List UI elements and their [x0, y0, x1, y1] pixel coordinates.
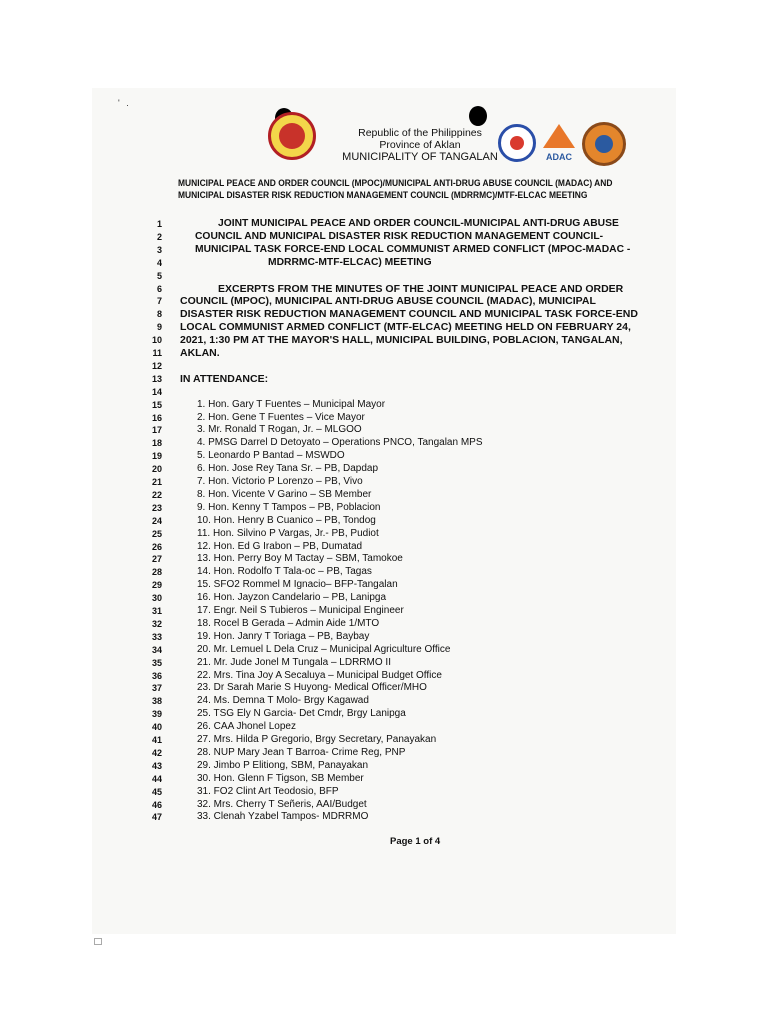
excerpt-line: LOCAL COMMUNIST ARMED CONFLICT (MTF-ELCAC) MEETING HELD ON FEBRUARY 24,	[180, 321, 631, 334]
line-number: 47	[151, 812, 162, 823]
adac-logo	[540, 124, 578, 164]
attendee-item: 23. Dr Sarah Marie S Huyong- Medical Officer/MHO	[197, 682, 427, 694]
line-number: 10	[151, 335, 162, 346]
attendee-item: 28. NUP Mary Jean T Barroa- Crime Reg, PNP	[197, 746, 406, 758]
mdrrmo-seal-logo	[582, 122, 626, 166]
page-footer: Page 1 of 4	[390, 836, 441, 847]
attendee-item: 32. Mrs. Cherry T Señeris, AAI/Budget	[197, 798, 367, 810]
line-number: 35	[151, 657, 162, 668]
line-number: 42	[151, 747, 162, 758]
line-number: 2	[156, 231, 162, 242]
adac-logo-label: ADAC	[546, 152, 572, 162]
excerpt-line: DISASTER RISK REDUCTION MANAGEMENT COUNCIL AND MUNICIPAL TASK FORCE-END	[180, 308, 638, 321]
line-number: 44	[151, 773, 162, 784]
line-number: 33	[151, 631, 162, 642]
attendance-heading: IN ATTENDANCE:	[180, 372, 269, 385]
line-number: 26	[151, 541, 162, 552]
line-number: 23	[151, 502, 162, 513]
header-province: Province of Aklan	[379, 139, 461, 151]
line-number: 22	[151, 489, 162, 500]
line-number: 46	[151, 799, 162, 810]
attendee-item: 33. Clenah Yzabel Tampos- MDRRMO	[197, 811, 369, 823]
line-number: 13	[151, 373, 162, 384]
line-number: 45	[151, 786, 162, 797]
attendee-item: 4. PMSG Darrel D Detoyato – Operations PNCO, Tangalan MPS	[197, 437, 483, 449]
attendee-item: 5. Leonardo P Bantad – MSWDO	[197, 450, 345, 462]
line-number: 18	[151, 438, 162, 449]
excerpt-line: AKLAN.	[180, 347, 220, 359]
line-number: 9	[156, 322, 162, 333]
line-number: 19	[151, 451, 162, 462]
scanner-watermark	[94, 938, 105, 945]
attendee-item: 12. Hon. Ed G Irabon – PB, Dumatad	[197, 540, 363, 552]
council-banner-line-2: MUNICIPAL DISASTER RISK REDUCTION MANAGEMENT COUNCIL (MDRRMC)/MTF-ELCAC MEETING	[178, 190, 588, 201]
document-page	[92, 88, 676, 934]
line-number: 31	[151, 606, 162, 616]
line-number: 40	[151, 722, 162, 733]
attendee-item: 7. Hon. Victorio P Lorenzo – PB, Vivo	[197, 476, 363, 487]
attendee-item: 1. Hon. Gary T Fuentes – Municipal Mayor	[197, 398, 386, 410]
scan-artifact: ' .	[118, 98, 131, 108]
attendee-item: 29. Jimbo P Elitiong, SBM, Panayakan	[197, 759, 369, 771]
line-number: 3	[156, 244, 162, 255]
attendee-item: 27. Mrs. Hilda P Gregorio, Brgy Secretary, Panayakan	[197, 734, 437, 745]
attendee-item: 26. CAA Jhonel Lopez	[197, 721, 296, 733]
line-number: 32	[151, 618, 162, 629]
excerpt-line: EXCERPTS FROM THE MINUTES OF THE JOINT MUNICIPAL PEACE AND ORDER	[218, 282, 624, 295]
line-number: 39	[151, 709, 162, 720]
line-number: 1	[156, 219, 162, 229]
line-number: 20	[151, 464, 162, 475]
attendee-item: 21. Mr. Jude Jonel M Tungala – LDRRMO II	[197, 656, 391, 668]
attendee-item: 22. Mrs. Tina Joy A Secaluya – Municipal Budget Office	[197, 669, 442, 681]
line-number: 29	[151, 580, 162, 591]
attendee-item: 16. Hon. Jayzon Candelario – PB, Lanipga	[197, 592, 387, 604]
attendee-item: 9. Hon. Kenny T Tampos – PB, Poblacion	[197, 501, 381, 513]
attendee-item: 10. Hon. Henry B Cuanico – PB, Tondog	[197, 514, 376, 526]
line-number: 38	[151, 696, 162, 707]
line-number: 27	[151, 554, 162, 565]
attendee-item: 25. TSG Ely N Garcia- Det Cmdr, Brgy Lanipga	[197, 708, 406, 720]
line-number: 37	[151, 683, 162, 694]
line-number: 36	[151, 670, 162, 681]
attendee-item: 18. Rocel B Gerada – Admin Aide 1/MTO	[197, 617, 380, 629]
attendee-item: 30. Hon. Glenn F Tigson, SB Member	[197, 772, 364, 784]
line-number: 17	[151, 425, 162, 436]
line-number: 34	[151, 644, 162, 655]
meeting-title-line: MDRRMC-MTF-ELCAC) MEETING	[268, 256, 432, 268]
header-republic: Republic of the Philippines	[358, 127, 482, 139]
meeting-title-line: JOINT MUNICIPAL PEACE AND ORDER COUNCIL-MUNICIPAL ANTI-DRUG ABUSE	[218, 218, 619, 229]
line-number: 21	[151, 477, 162, 487]
attendee-item: 8. Hon. Vicente V Garino – SB Member	[197, 488, 372, 500]
attendee-item: 11. Hon. Silvino P Vargas, Jr.- PB, Pudiot	[197, 527, 379, 539]
attendee-item: 3. Mr. Ronald T Rogan, Jr. – MLGOO	[197, 424, 362, 436]
line-number: 41	[151, 735, 162, 745]
attendee-item: 17. Engr. Neil S Tubieros – Municipal Engineer	[197, 605, 404, 616]
meeting-title-line: MUNICIPAL TASK FORCE-END LOCAL COMMUNIST ARMED CONFLICT (MPOC-MADAC -	[195, 243, 631, 255]
line-number: 15	[151, 399, 162, 410]
attendee-item: 6. Hon. Jose Rey Tana Sr. – PB, Dapdap	[197, 463, 379, 475]
line-number: 11	[152, 348, 162, 358]
excerpt-line: 2021, 1:30 PM AT THE MAYOR'S HALL, MUNICIPAL BUILDING, POBLACION, TANGALAN,	[180, 334, 623, 347]
line-number: 7	[156, 296, 162, 307]
line-number: 24	[151, 515, 162, 526]
line-number: 16	[151, 412, 162, 423]
attendee-item: 19. Hon. Janry T Toriaga – PB, Baybay	[197, 630, 370, 642]
attendee-item: 31. FO2 Clint Art Teodosio, BFP	[197, 785, 339, 797]
excerpt-line: COUNCIL (MPOC), MUNICIPAL ANTI-DRUG ABUSE COUNCIL (MADAC), MUNICIPAL	[180, 295, 596, 308]
attendee-item: 24. Ms. Demna T Molo- Brgy Kagawad	[197, 695, 369, 707]
redaction-dot	[469, 106, 487, 126]
line-number: 6	[156, 283, 162, 294]
line-number: 14	[151, 386, 162, 397]
header-municipality: MUNICIPALITY OF TANGALAN	[342, 151, 498, 163]
attendee-item: 20. Mr. Lemuel L Dela Cruz – Municipal Agriculture Office	[197, 643, 451, 655]
line-number: 8	[156, 309, 162, 320]
municipal-seal-logo	[268, 112, 316, 160]
attendee-item: 15. SFO2 Rommel M Ignacio– BFP-Tangalan	[197, 579, 398, 591]
attendee-item: 13. Hon. Perry Boy M Tactay – SBM, Tamokoe	[197, 553, 403, 565]
line-number: 43	[151, 760, 162, 771]
line-number: 5	[156, 270, 162, 281]
line-number: 12	[151, 360, 162, 371]
council-banner-line-1: MUNICIPAL PEACE AND ORDER COUNCIL (MPOC)/MUNICIPAL ANTI-DRUG ABUSE COUNCIL (MADAC) AND	[178, 178, 613, 189]
line-number: 4	[156, 257, 162, 268]
attendee-item: 2. Hon. Gene T Fuentes – Vice Mayor	[197, 411, 365, 423]
line-number: 30	[151, 593, 162, 604]
attendee-item: 14. Hon. Rodolfo T Tala-oc – PB, Tagas	[197, 566, 372, 578]
line-number: 28	[151, 567, 162, 578]
line-number: 25	[151, 528, 162, 539]
meeting-title-line: COUNCIL AND MUNICIPAL DISASTER RISK REDUCTION MANAGEMENT COUNCIL-	[195, 230, 604, 242]
